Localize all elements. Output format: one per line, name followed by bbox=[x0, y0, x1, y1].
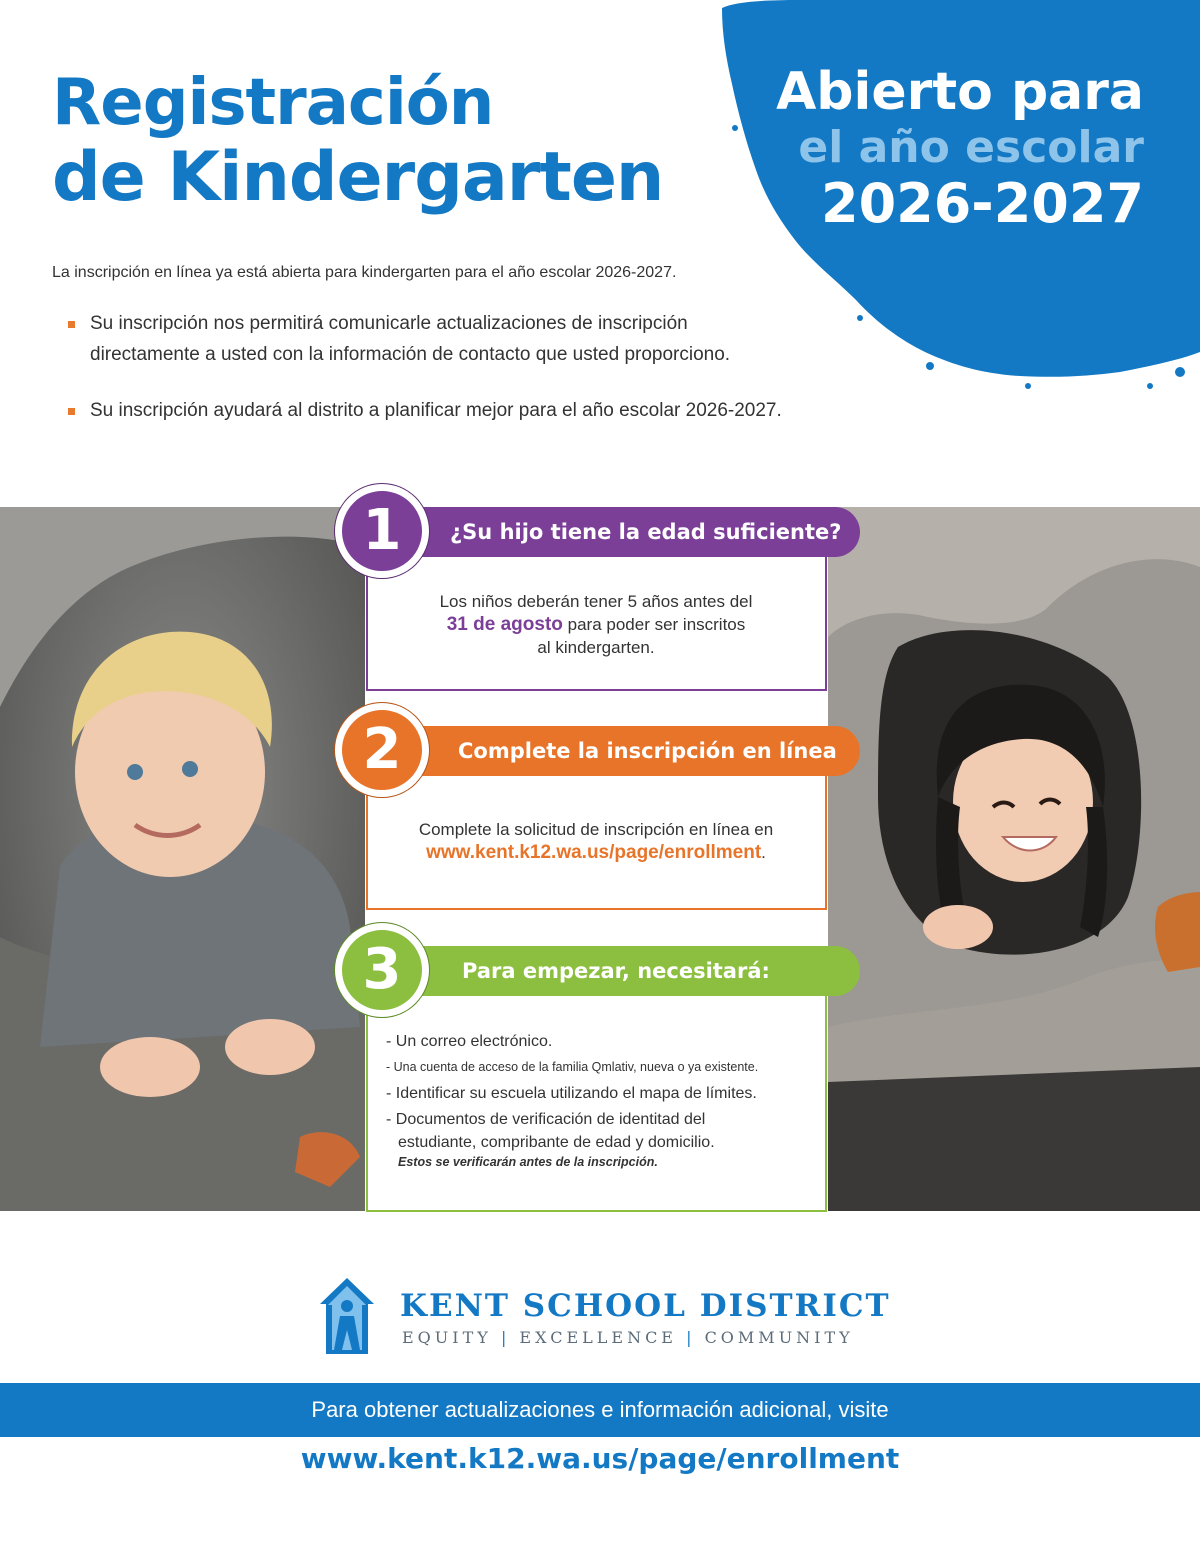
step-3-number: 3 bbox=[335, 923, 429, 1017]
square-bullet-icon bbox=[68, 321, 75, 328]
banner-line3: 2026-2027 bbox=[821, 172, 1144, 235]
list-item-line1: - Documentos de verificación de identitad del bbox=[386, 1111, 706, 1128]
step-2-text-before: Complete la solicitud de inscripción en línea en bbox=[418, 820, 774, 839]
footer-url-link[interactable]: www.kent.k12.wa.us/page/enrollment bbox=[300, 1442, 900, 1475]
intro-bullet-1 bbox=[68, 308, 730, 370]
intro-bullet-2 bbox=[68, 395, 782, 426]
district-name: KENT SCHOOL DISTRICT bbox=[400, 1288, 891, 1324]
step-1-deadline: 31 de agosto bbox=[446, 614, 563, 635]
district-tagline bbox=[402, 1328, 854, 1347]
step-2-text-after: . bbox=[761, 843, 766, 862]
step-1-text-after: para poder ser inscritos bbox=[567, 615, 746, 634]
bullet-1-line2: directamente a usted con la información de contacto que usted proporciono. bbox=[90, 344, 731, 365]
photo-girl bbox=[828, 507, 1200, 1211]
square-bullet-icon bbox=[68, 408, 75, 415]
step-2-number: 2 bbox=[335, 703, 429, 797]
footer-info-bar: Para obtener actualizaciones e información adicional, visite bbox=[0, 1383, 1200, 1437]
step-2-heading: Complete la inscripción en línea bbox=[380, 726, 860, 776]
page-title-line1: Registración bbox=[52, 66, 494, 140]
step-2-text bbox=[380, 818, 812, 864]
step-1-text bbox=[380, 590, 812, 659]
step-1-number: 1 bbox=[335, 484, 429, 578]
verification-note: Estos se verificarán antes de la inscripción. bbox=[398, 1155, 658, 1169]
step-1-text-before: Los niños deberán tener 5 años antes del bbox=[439, 592, 753, 611]
bullet-2-line1: Su inscripción ayudará al distrito a planificar mejor para el año escolar 2026-2027. bbox=[90, 400, 782, 421]
tagline-equity: EQUITY bbox=[402, 1328, 492, 1347]
tagline-community: COMMUNITY bbox=[704, 1328, 854, 1347]
tagline-separator: | bbox=[500, 1328, 511, 1347]
page-title-line2: de Kindergarten bbox=[52, 138, 664, 217]
list-item: - Identificar su escuela utilizando el mapa de límites. bbox=[386, 1085, 757, 1102]
district-logo-icon bbox=[316, 1276, 378, 1356]
banner-line1: Abierto para bbox=[776, 62, 1144, 122]
tagline-excellence: EXCELLENCE bbox=[519, 1328, 677, 1347]
banner-line2: el año escolar bbox=[798, 122, 1144, 173]
step-1-text-end: al kindergarten. bbox=[537, 638, 655, 657]
list-item: - Un correo electrónico. bbox=[386, 1033, 553, 1050]
photo-boy bbox=[0, 507, 365, 1211]
tagline-separator: | bbox=[686, 1328, 696, 1347]
intro-text: La inscripción en línea ya está abierta para kindergarten para el año escolar 2026-2027. bbox=[52, 264, 677, 281]
bullet-1-line1: Su inscripción nos permitirá comunicarle actualizaciones de inscripción bbox=[90, 313, 688, 334]
step-3-list bbox=[386, 1030, 816, 1169]
list-item-line2: estudiante, compribante de edad y domicilio. bbox=[398, 1134, 715, 1151]
list-item: - Una cuenta de acceso de la familia Qmlativ, nueva o ya existente. bbox=[386, 1060, 759, 1074]
list-item bbox=[386, 1108, 816, 1154]
step-1-heading: ¿Su hijo tiene la edad suficiente? bbox=[380, 507, 860, 557]
enrollment-link[interactable]: www.kent.k12.wa.us/page/enrollment bbox=[426, 842, 762, 863]
step-3-heading: Para empezar, necesitará: bbox=[380, 946, 860, 996]
